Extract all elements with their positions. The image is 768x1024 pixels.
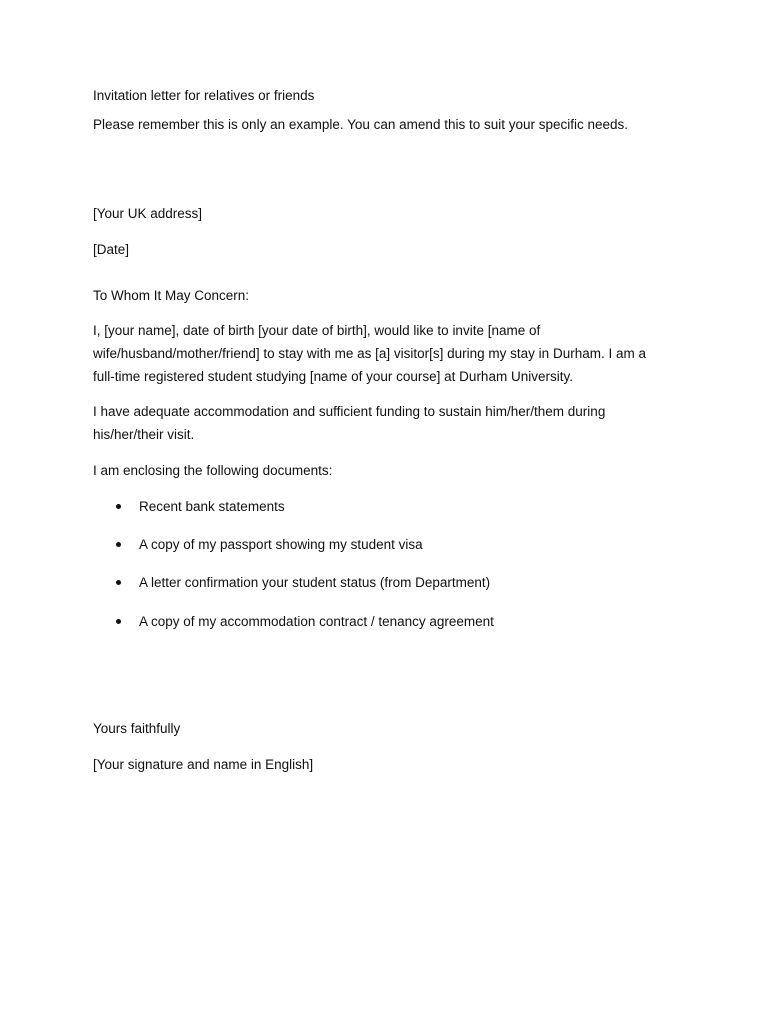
- paragraph-line: his/her/their visit.: [93, 427, 195, 442]
- paragraph-line: I, [your name], date of birth [your date of birth], would like to invite [name of: [93, 323, 541, 338]
- sender-address: [Your UK address]: [93, 206, 203, 221]
- list-item-text: Recent bank statements: [139, 499, 285, 514]
- paragraph-line: I have adequate accommodation and sufficient funding to sustain him/her/them during: [93, 404, 606, 419]
- example-note: Please remember this is only an example. You can amend this to suit your specific needs.: [93, 117, 629, 132]
- salutation: To Whom It May Concern:: [93, 288, 250, 303]
- bullet-icon: [116, 619, 121, 624]
- letter-date: [Date]: [93, 242, 130, 257]
- letter-heading: Invitation letter for relatives or friends: [93, 88, 315, 103]
- paragraph-line: full-time registered student studying [name of your course] at Durham University.: [93, 369, 573, 384]
- list-item-text: A copy of my passport showing my student visa: [139, 537, 423, 552]
- bullet-icon: [116, 504, 121, 509]
- documents-intro: I am enclosing the following documents:: [93, 463, 333, 478]
- paragraph-line: wife/husband/mother/friend] to stay with me as [a] visitor[s] during my stay in Durham. I am a: [93, 346, 646, 361]
- closing: Yours faithfully: [93, 721, 181, 736]
- bullet-icon: [116, 542, 121, 547]
- list-item-text: A copy of my accommodation contract / tenancy agreement: [139, 614, 494, 629]
- bullet-icon: [116, 580, 121, 585]
- list-item-text: A letter confirmation your student status (from Department): [139, 575, 491, 590]
- signature-placeholder: [Your signature and name in English]: [93, 757, 314, 772]
